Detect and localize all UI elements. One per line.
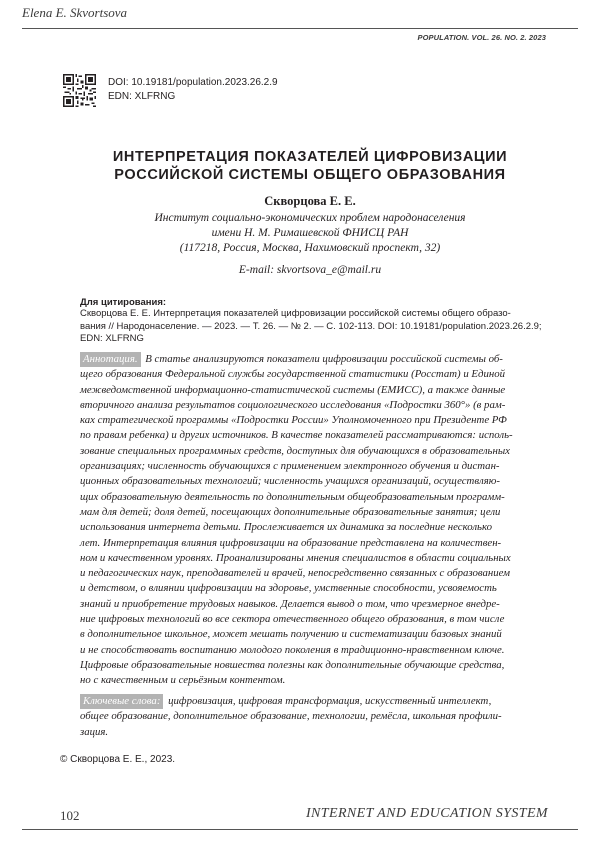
affiliation-line-3: (117218, Россия, Москва, Нахимовский проспект, 32): [179, 242, 441, 254]
doi-link[interactable]: DOI: 10.19181/population.2023.26.2.9: [108, 77, 278, 88]
abstract-line: использования интернета детьми. Прослеживается их динамика за последние несколько: [80, 521, 493, 534]
citation-line-2: вания // Народонаселение. — 2023. — Т. 26. — № 2. — С. 102-113. DOI: 10.19181/population.2023.26.2.9;: [80, 320, 542, 332]
identifier-block: [108, 76, 278, 104]
keywords-line: [80, 694, 548, 709]
author-affiliation: [60, 211, 560, 256]
author-name: Скворцова Е. Е.: [264, 194, 356, 208]
keywords-line: зация.: [80, 725, 109, 738]
article-title-line-1: ИНТЕРПРЕТАЦИЯ ПОКАЗАТЕЛЕЙ ЦИФРОВИЗАЦИИ: [112, 149, 508, 165]
abstract-line: мам для детей; доля детей, посещающих дополнительные образовательные занятия; цели: [80, 505, 501, 518]
citation-heading: Для цитирования:: [80, 297, 167, 308]
abstract-line: ционных образовательных технологий; численность учащихся организаций, осуществляю-: [80, 475, 500, 488]
article-title: [60, 148, 560, 184]
edn-code: EDN: XLFRNG: [108, 91, 176, 102]
abstract-line: щих образовательную деятельность по дополнительным общеобразовательным программ-: [80, 490, 505, 503]
abstract-line: межведомственной информационно-статистической системы (ЕМИСС), а также данные: [80, 383, 506, 396]
running-header-journal: POPULATION. VOL. 26. NO. 2. 2023: [417, 33, 546, 42]
abstract-line: организациях; численность обучающихся с применением электронного обучения и дистан-: [80, 460, 500, 473]
abstract-line: по правам ребенка) и других источников. В качестве показателей рассматриваются: исполь-: [80, 429, 513, 442]
abstract-line: вторичного анализа результатов социологического исследования «Подростки 360°» (в рам-: [80, 398, 506, 411]
page-number: 102: [60, 808, 80, 823]
abstract-line: щего образования Федеральной службы государственной статистики (Росстат) и Единой: [80, 368, 506, 381]
article-title-line-2: РОССИЙСКОЙ СИСТЕМЫ ОБЩЕГО ОБРАЗОВАНИЯ: [114, 167, 506, 183]
abstract-line: и детством, о влиянии цифровизации на здоровье, умственные способности, усвояемость: [80, 582, 497, 595]
citation-text: [80, 308, 548, 346]
abstract-line: в дополнительное школьное, может мешать получению и систематизации базовых знаний: [80, 628, 502, 641]
affiliation-line-2: имени Н. М. Римашевской ФНИСЦ РАН: [211, 227, 409, 239]
abstract-line: и не способствовать воспитанию молодого поколения в традиционно-нравственном ключе.: [80, 643, 505, 656]
header-rule: [22, 28, 578, 29]
abstract-line: ном и качественном уровнях. Проанализированы мнения специалистов в области социальных: [80, 551, 511, 564]
abstract-line: Цифровые образовательные новшества полезны как дополнительные обучающие средства,: [80, 658, 505, 671]
abstract-line: ние цифровых технологий во все сектора отечественного общего образования, в том числе: [80, 613, 505, 626]
keywords-first-line: цифровизация, цифровая трансформация, искусственный интеллект,: [165, 695, 492, 707]
qr-code-icon: [63, 74, 96, 107]
abstract-line: знаний и приобретение трудовых навыков. Делается вывод о том, что чрезмерное внедре-: [80, 597, 500, 610]
keywords-label: Ключевые слова:: [80, 694, 163, 709]
abstract-line: и педагогических наук, преподавателей и врачей, непосредственно связанных с образованием: [80, 567, 511, 580]
abstract-line: зование специальных программных средств, доступных для обучающихся в образовательных: [80, 444, 510, 457]
abstract-line: лет. Интерпретация влияния цифровизации на образование представлена на количествен-: [80, 536, 502, 549]
abstract-line: но с качественным и серьёзным контентом.: [80, 674, 286, 687]
citation-line-1: Скворцова Е. Е. Интерпретация показателей цифровизации российской системы общего образо-: [80, 308, 511, 319]
keywords-line: общее образование, дополнительное образование, технологии, ремёсла, школьная профили-: [80, 710, 502, 723]
footer-rule: [22, 829, 578, 830]
abstract: [80, 352, 548, 689]
copyright-notice: © Скворцова Е. Е., 2023.: [60, 754, 176, 765]
citation-line-3: EDN: XLFRNG: [80, 333, 144, 344]
footer-section-title: INTERNET AND EDUCATION SYSTEM: [306, 806, 548, 821]
abstract-line: ках стратегической программы «Подростки России» Уполномоченного при Президенте РФ: [80, 414, 507, 427]
author-email[interactable]: E-mail: skvortsova_e@mail.ru: [238, 264, 382, 276]
abstract-label: Аннотация.: [80, 352, 141, 367]
affiliation-line-1: Институт социально-экономических проблем народонаселения: [154, 212, 466, 224]
abstract-line: [80, 352, 548, 367]
abstract-first-line: В статье анализируются показатели цифровизации российской системы об-: [142, 353, 503, 365]
keywords: [80, 694, 548, 740]
running-header-author: Elena E. Skvortsova: [22, 5, 128, 20]
